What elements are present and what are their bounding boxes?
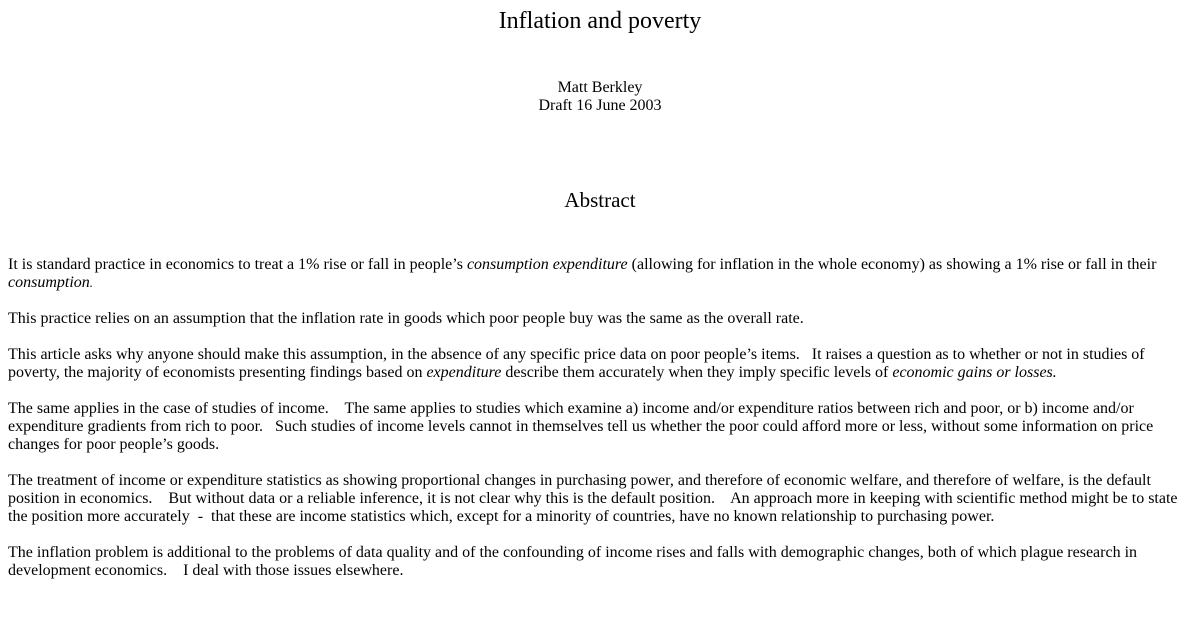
abstract-body bbox=[8, 256, 1194, 598]
paragraph-4-text: The same applies in the case of studies of income. The same applies to studies which examine a) income and/or expenditure ratios between rich and poor, or b) income and/or expenditure gradients from rich to poor. Such studies of income levels cannot in themselves tell us whether the poor could afford more or less, without some information on price changes for poor people’s goods. bbox=[8, 400, 1158, 453]
document-title: Inflation and poverty bbox=[498, 8, 702, 34]
paragraph-3-text-c: describe them accurately when they imply specific levels of bbox=[501, 364, 893, 381]
paragraph-3-italic-d: economic gains or losses bbox=[892, 364, 1053, 381]
paragraph-5 bbox=[8, 472, 1194, 526]
paragraph-3 bbox=[8, 346, 1194, 382]
paragraph-6-text: The inflation problem is additional to the problems of data quality and of the confounding of income rises and falls with demographic changes, both of which plague research in development economics. I deal with those issues elsewhere. bbox=[8, 544, 1142, 579]
paragraph-3-italic-b: expenditure bbox=[426, 364, 502, 381]
paragraph-2-text: This practice relies on an assumption that the inflation rate in goods which poor people buy was the same as the overall rate. bbox=[8, 310, 804, 327]
paragraph-3-text-e: . bbox=[1052, 364, 1057, 381]
paragraph-3-text-a: This article asks why anyone should make this assumption, in the absence of any specific price data on poor people’s items. It raises a question as to whether or not in studies of poverty, the majority of economists presenting findings based on bbox=[8, 346, 1149, 381]
paragraph-1-italic-b: consumption expenditure bbox=[466, 256, 628, 273]
paragraph-1-text-c: (allowing for inflation in the whole economy) as showing a 1% rise or fall in their bbox=[627, 256, 1157, 273]
draft-date: Draft 16 June 2003 bbox=[538, 97, 662, 114]
author-name: Matt Berkley bbox=[557, 79, 643, 96]
paragraph-2 bbox=[8, 310, 1194, 328]
paragraph-1-text-a: It is standard practice in economics to treat a 1% rise or fall in people’s bbox=[8, 256, 467, 273]
paragraph-1-italic-d: consumption bbox=[8, 274, 90, 291]
paragraph-5-text: The treatment of income or expenditure statistics as showing proportional changes in purchasing power, and therefore of economic welfare, and therefore of welfare, is the default position in economics. But without data or a reliable inference, it is not clear why this is the default position. An approach more in keeping with scientific method might be to state the position more accurately - that these are income statistics which, except for a minority of countries, have no known relationship to purchasing power. bbox=[8, 472, 1182, 525]
byline bbox=[0, 79, 1200, 115]
paragraph-4 bbox=[8, 400, 1194, 454]
paragraph-1-text-e: . bbox=[89, 275, 94, 290]
paragraph-1 bbox=[8, 256, 1194, 292]
abstract-heading: Abstract bbox=[564, 188, 636, 212]
paragraph-6 bbox=[8, 544, 1194, 580]
